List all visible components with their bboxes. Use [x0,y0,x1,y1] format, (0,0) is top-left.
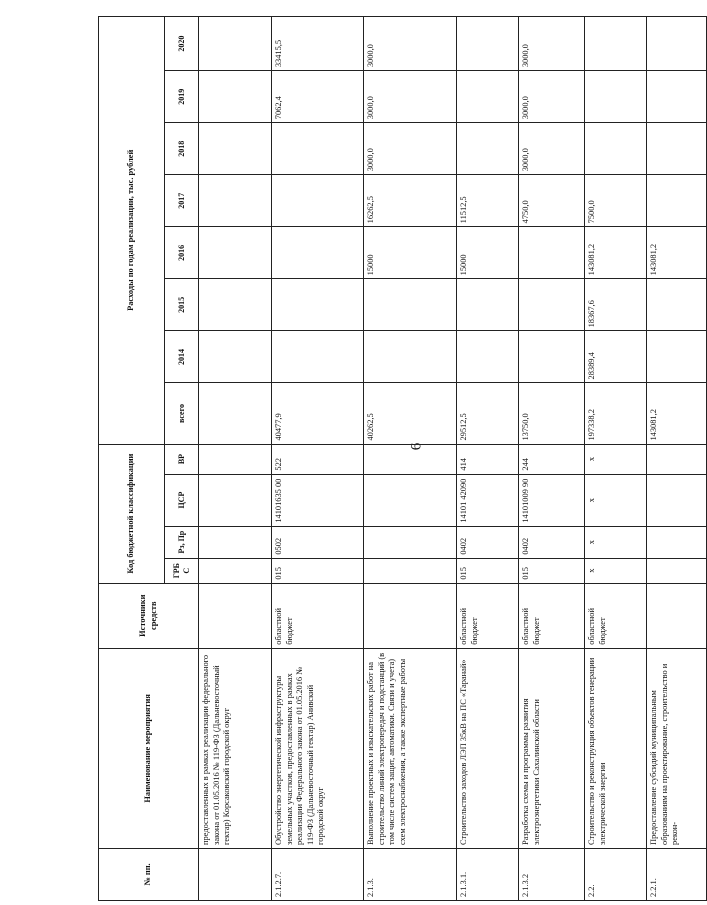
cell-y2016 [199,227,272,279]
cell-y2019 [199,71,272,123]
header-year-2016: 2016 [165,227,199,279]
cell-num: 2.1.3.1. [457,848,519,900]
cell-y2016: 143081,2 [585,227,647,279]
cell-name: Строительство и реконструкция объектов генерации электрической энергии [585,648,647,848]
cell-name: Строительство заходов ЛЭП 35кВ на ПС «Таранай» [457,648,519,848]
cell-y2015: 18367,6 [585,279,647,331]
header-expenses: Расходы по годам реализации, тыс. рублей [99,17,165,445]
table-row [457,17,519,901]
cell-y2014 [647,331,707,383]
cell-rz-pr: 0402 [519,526,585,558]
cell-total: 40262,5 [364,383,457,444]
cell-y2020 [199,17,272,71]
cell-y2014 [272,331,364,383]
cell-rz-pr: 0502 [272,526,364,558]
header-total: всего [165,383,199,444]
cell-y2016: 143081,2 [647,227,707,279]
cell-y2017: 4750,0 [519,175,585,227]
header-budget-code: Код бюджетной классификации [99,444,165,583]
cell-total: 29512,5 [457,383,519,444]
cell-csr: 14101009 90 [519,474,585,526]
cell-source [647,583,707,648]
cell-y2019 [647,71,707,123]
cell-y2014: 28389,4 [585,331,647,383]
cell-y2018: 3000,0 [364,123,457,175]
cell-vr: 244 [519,444,585,474]
cell-total: 143081,2 [647,383,707,444]
table-row [272,17,364,901]
cell-rz-pr: х [585,526,647,558]
cell-y2015 [272,279,364,331]
cell-grbs: 015 [457,558,519,583]
cell-grbs: 015 [519,558,585,583]
header-name: Наименование мероприятия [99,648,199,848]
cell-y2015 [199,279,272,331]
cell-vr: 522 [272,444,364,474]
cell-grbs: х [585,558,647,583]
rotated-table-wrapper [98,16,679,901]
cell-num: 2.1.2.7. [272,848,364,900]
cell-y2019 [585,71,647,123]
cell-y2018 [585,123,647,175]
cell-name: Разработка схемы и программы развития электроэнергетики Сахалинской области [519,648,585,848]
cell-y2018 [272,123,364,175]
header-year-2019: 2019 [165,71,199,123]
cell-y2020: 3000,0 [519,17,585,71]
cell-total [199,383,272,444]
cell-y2017 [647,175,707,227]
cell-num [199,848,272,900]
cell-vr [647,444,707,474]
table-row [585,17,647,901]
cell-rz-pr [199,526,272,558]
cell-csr [199,474,272,526]
cell-y2020 [457,17,519,71]
table-body [199,17,707,901]
cell-csr: 14101635 00 [272,474,364,526]
table-row [519,17,585,901]
cell-source: областной бюджет [585,583,647,648]
cell-y2020: 3000,0 [364,17,457,71]
cell-y2017: 11512,5 [457,175,519,227]
header-rz-pr: Рз, Пр [165,526,199,558]
table-row [647,17,707,901]
header-year-2015: 2015 [165,279,199,331]
header-row-1 [99,17,165,901]
budget-table [98,16,707,901]
cell-y2017 [199,175,272,227]
cell-name: Выполнение проектных и изыскательских работ на строительство линий электропередач и подстанций (в том числе систем защит, автоматики. Связи и учета) схем электроснабжения, а также экспертные работы [364,648,457,848]
cell-grbs [364,558,457,583]
cell-y2014 [457,331,519,383]
cell-grbs [647,558,707,583]
cell-name: Предоставление субсидий муниципальным образованиям на проектирование, строительство и рекон- [647,648,707,848]
header-year-2020: 2020 [165,17,199,71]
header-source: Источники средств [99,583,199,648]
header-year-2018: 2018 [165,123,199,175]
table-sheet [98,16,679,901]
cell-y2018: 3000,0 [519,123,585,175]
header-year-2014: 2014 [165,331,199,383]
cell-y2020 [585,17,647,71]
cell-y2015 [647,279,707,331]
cell-source: областной бюджет [272,583,364,648]
header-csr: ЦСР [165,474,199,526]
cell-y2020: 33415,5 [272,17,364,71]
cell-y2014 [519,331,585,383]
cell-y2020 [647,17,707,71]
cell-vr: х [585,444,647,474]
header-num: № пп. [99,848,199,900]
header-grbs: ГРБС [165,558,199,583]
cell-y2016 [519,227,585,279]
page-number: 6 [408,442,425,451]
cell-y2017: 7500,0 [585,175,647,227]
cell-grbs: 015 [272,558,364,583]
cell-vr: 414 [457,444,519,474]
cell-y2015 [519,279,585,331]
cell-y2015 [364,279,457,331]
cell-y2018 [199,123,272,175]
cell-y2019 [457,71,519,123]
cell-y2016: 15000 [457,227,519,279]
cell-name: предоставленных в рамках реализации федерального закона от 01.05.2016 № 119-ФЗ (Дальневосточный гектар) Корсаковский городской округ [199,648,272,848]
header-vr: ВР [165,444,199,474]
cell-source [199,583,272,648]
cell-y2017 [272,175,364,227]
cell-y2018 [457,123,519,175]
cell-num: 2.2. [585,848,647,900]
cell-total: 40477,9 [272,383,364,444]
cell-num: 2.2.1. [647,848,707,900]
cell-name: Обустройство энергетической инфраструктуры земельных участков, предоставленных в рамках реализации Федерального закона от 01.05.2016 № 119-ФЗ (Дальневосточный гектар) Анивский городской округ [272,648,364,848]
cell-rz-pr [364,526,457,558]
table-row [364,17,457,901]
cell-rz-pr: 0402 [457,526,519,558]
cell-grbs [199,558,272,583]
cell-y2019: 3000,0 [519,71,585,123]
cell-vr [364,444,457,474]
cell-y2017: 16262,5 [364,175,457,227]
cell-y2015 [457,279,519,331]
cell-source: областной бюджет [457,583,519,648]
cell-csr: 14101 42090 [457,474,519,526]
cell-y2019: 3000,0 [364,71,457,123]
cell-num: 2.1.3.2 [519,848,585,900]
cell-y2016: 15000 [364,227,457,279]
cell-y2016 [272,227,364,279]
cell-y2014 [199,331,272,383]
cell-source: областной бюджет [519,583,585,648]
cell-total: 13750,0 [519,383,585,444]
cell-csr [647,474,707,526]
cell-vr [199,444,272,474]
cell-y2018 [647,123,707,175]
cell-rz-pr [647,526,707,558]
cell-y2019: 7062,4 [272,71,364,123]
cell-num: 2.1.3. [364,848,457,900]
cell-csr: х [585,474,647,526]
cell-source [364,583,457,648]
header-year-2017: 2017 [165,175,199,227]
cell-y2014 [364,331,457,383]
table-row [199,17,272,901]
cell-csr [364,474,457,526]
cell-total: 197338,2 [585,383,647,444]
